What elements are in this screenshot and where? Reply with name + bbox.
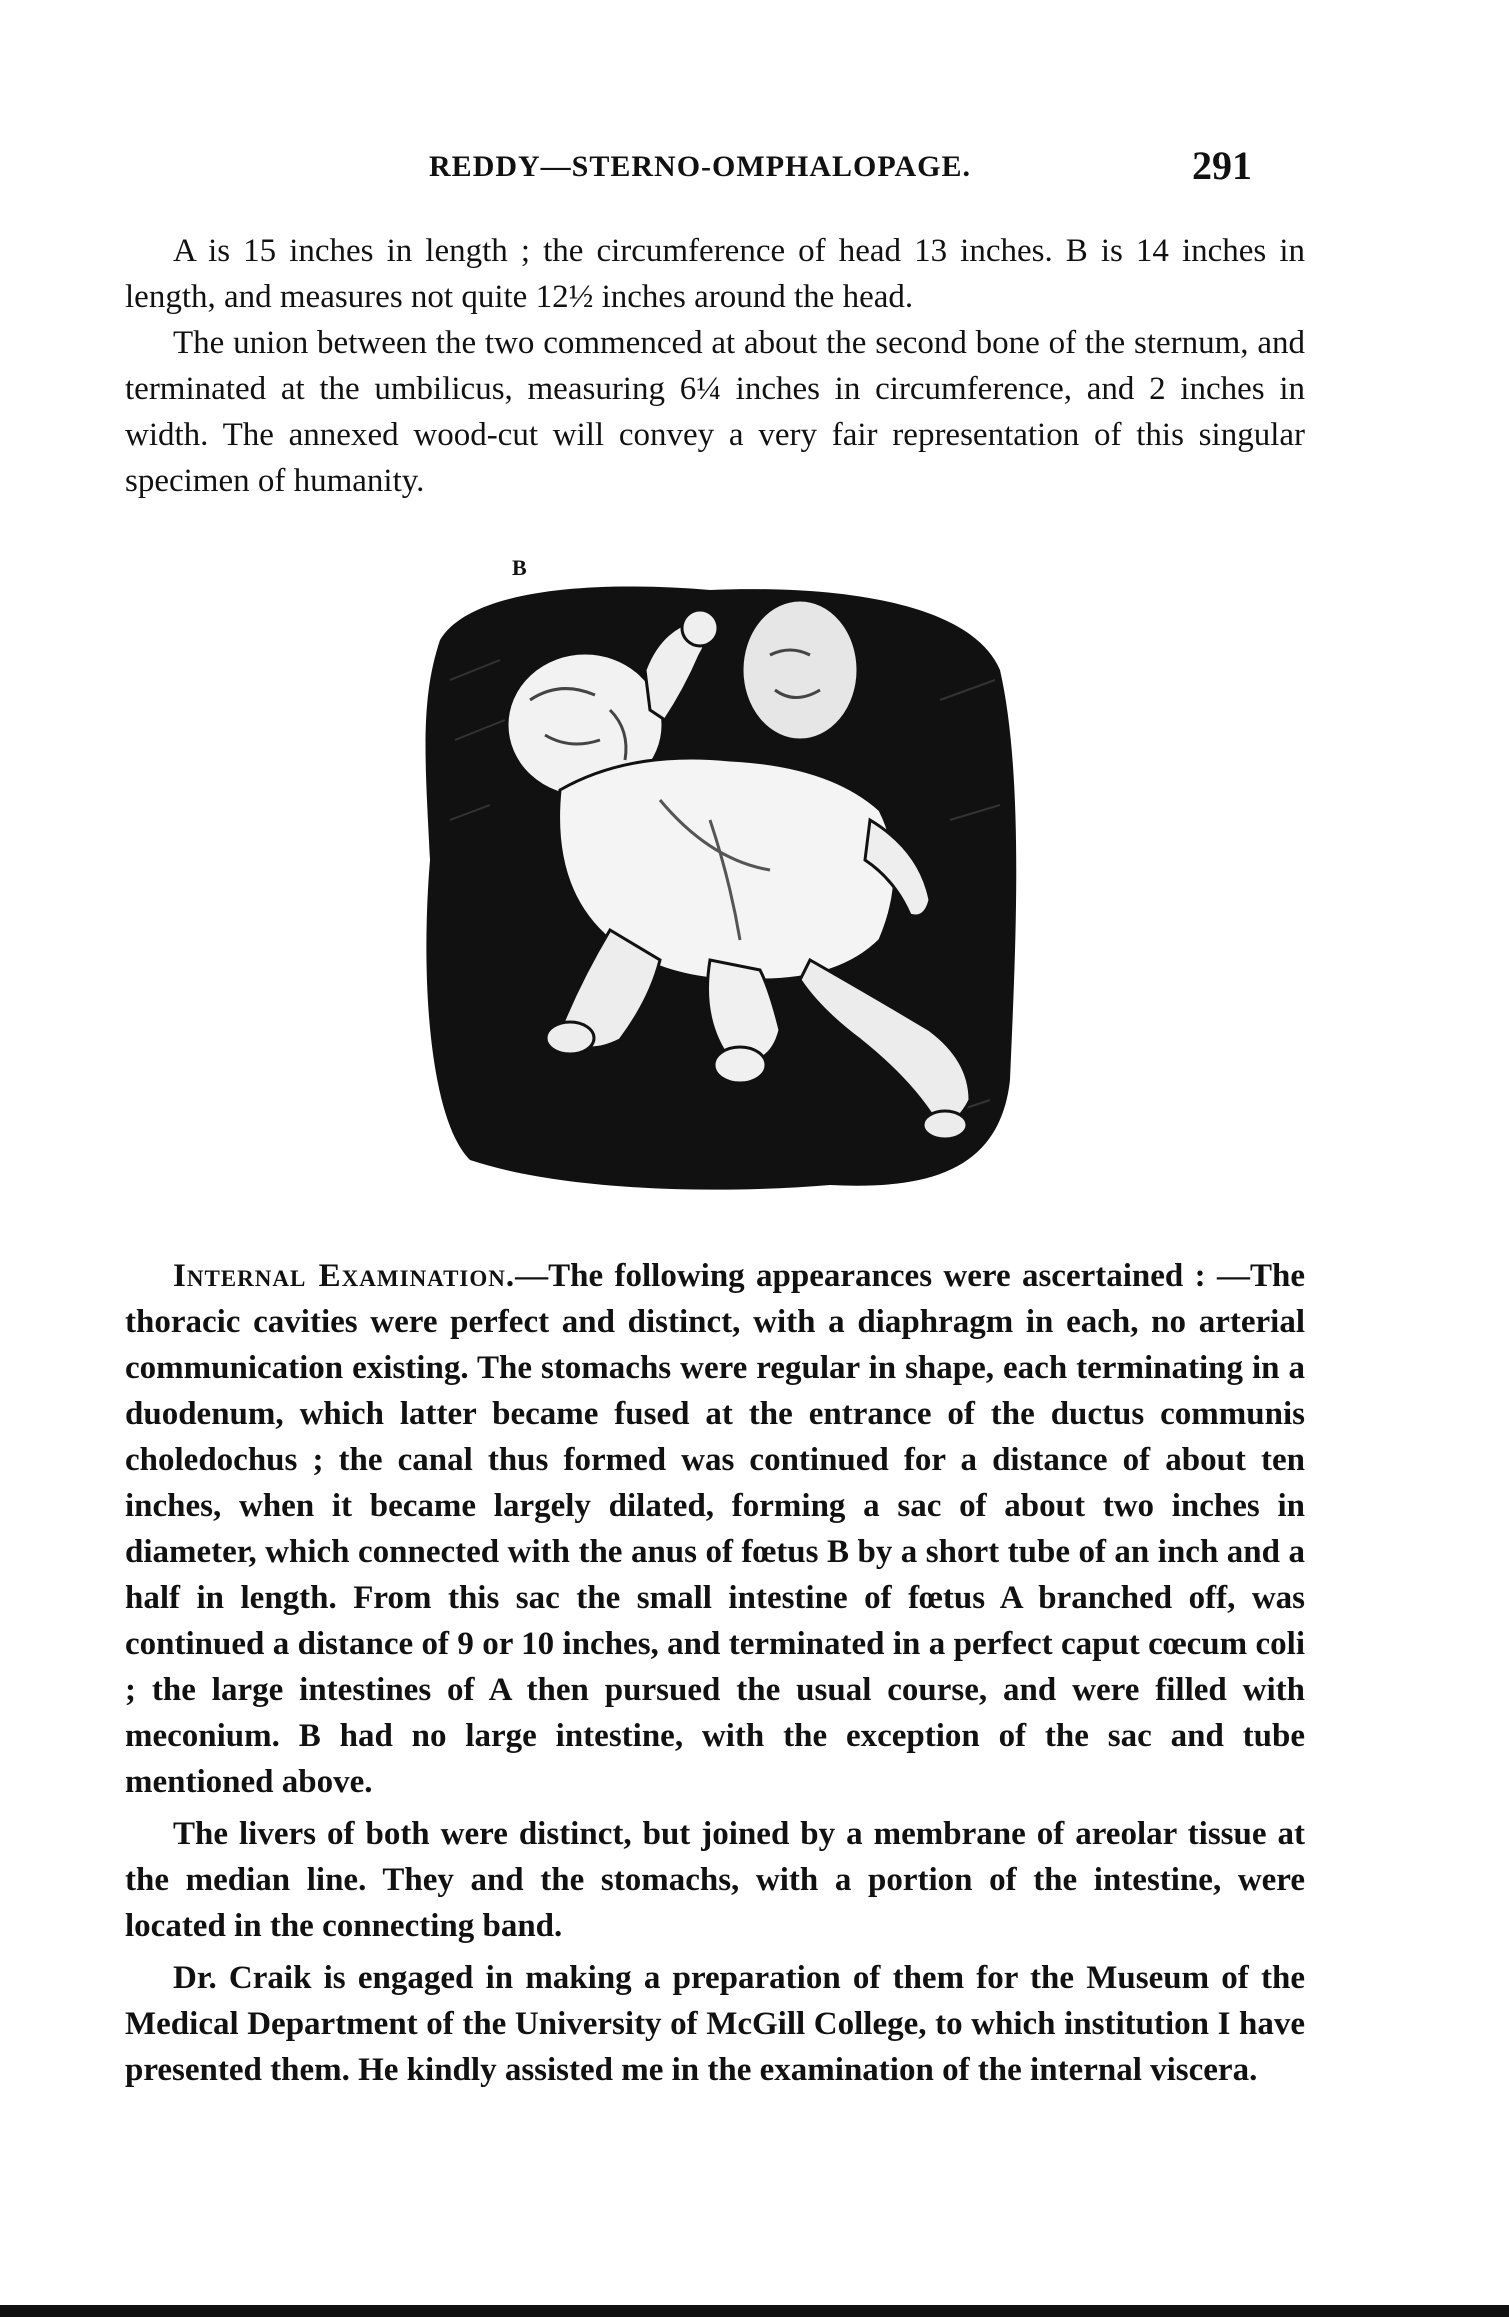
page-number: 291 xyxy=(1192,143,1252,188)
intro-text xyxy=(125,228,1305,504)
page-bottom-edge xyxy=(0,2305,1509,2317)
paragraph-dr-craik: Dr. Craik is engaged in making a preparation of them for the Museum of the Medical Department of the University of McGill College, to which institution I have presented them. He kindly assisted me in the examination of the internal viscera. xyxy=(125,1960,1305,2088)
woodcut-conjoined-infants-illustration xyxy=(410,560,1030,1200)
paragraph-internal-examination xyxy=(125,1253,1305,1805)
internal-examination-body: —The following appearances were ascertained : —The thoracic cavities were perfect and distinct, with a diaphragm in each, no arterial communication existing. The stomachs were regular in shape, each terminating in a duodenum, which latter became fused at the entrance of the ductus communis choledochus ; the canal thus formed was continued for a distance of about ten inches, when it became largely dilated, forming a sac of about two inches in diameter, which connected with the anus of fœtus B by a short tube of an inch and a half in length. From this sac the small intestine of fœtus A branched off, was continued a distance of 9 or 10 inches, and terminated in a perfect caput cœcum coli ; the large intestines of A then pursued the usual course, and were filled with meconium. B had no large intestine, with the exception of the sac and tube mentioned above. xyxy=(125,1258,1305,1800)
internal-examination-heading: Internal Examination. xyxy=(173,1258,516,1294)
woodcut-figure xyxy=(410,555,1030,1200)
paragraph-measurements: A is 15 inches in length ; the circumference of head 13 inches. B is 14 inches in length, and measures not quite 12½ inches around the head. xyxy=(125,233,1305,315)
paragraph-livers: The livers of both were distinct, but joined by a membrane of areolar tissue at the median line. They and the stomachs, with a portion of the intestine, were located in the connecting band. xyxy=(125,1816,1305,1944)
figure-label-b: B xyxy=(512,555,527,580)
running-title: REDDY—STERNO-OMPHALOPAGE. xyxy=(429,150,971,183)
examination-text xyxy=(125,1253,1305,2093)
paragraph-union: The union between the two commenced at about the second bone of the sternum, and terminated at the umbilicus, measuring 6¼ inches in circumference, and 2 inches in width. The annexed wood-cut will convey a very fair representation of this singular specimen of humanity. xyxy=(125,325,1305,499)
